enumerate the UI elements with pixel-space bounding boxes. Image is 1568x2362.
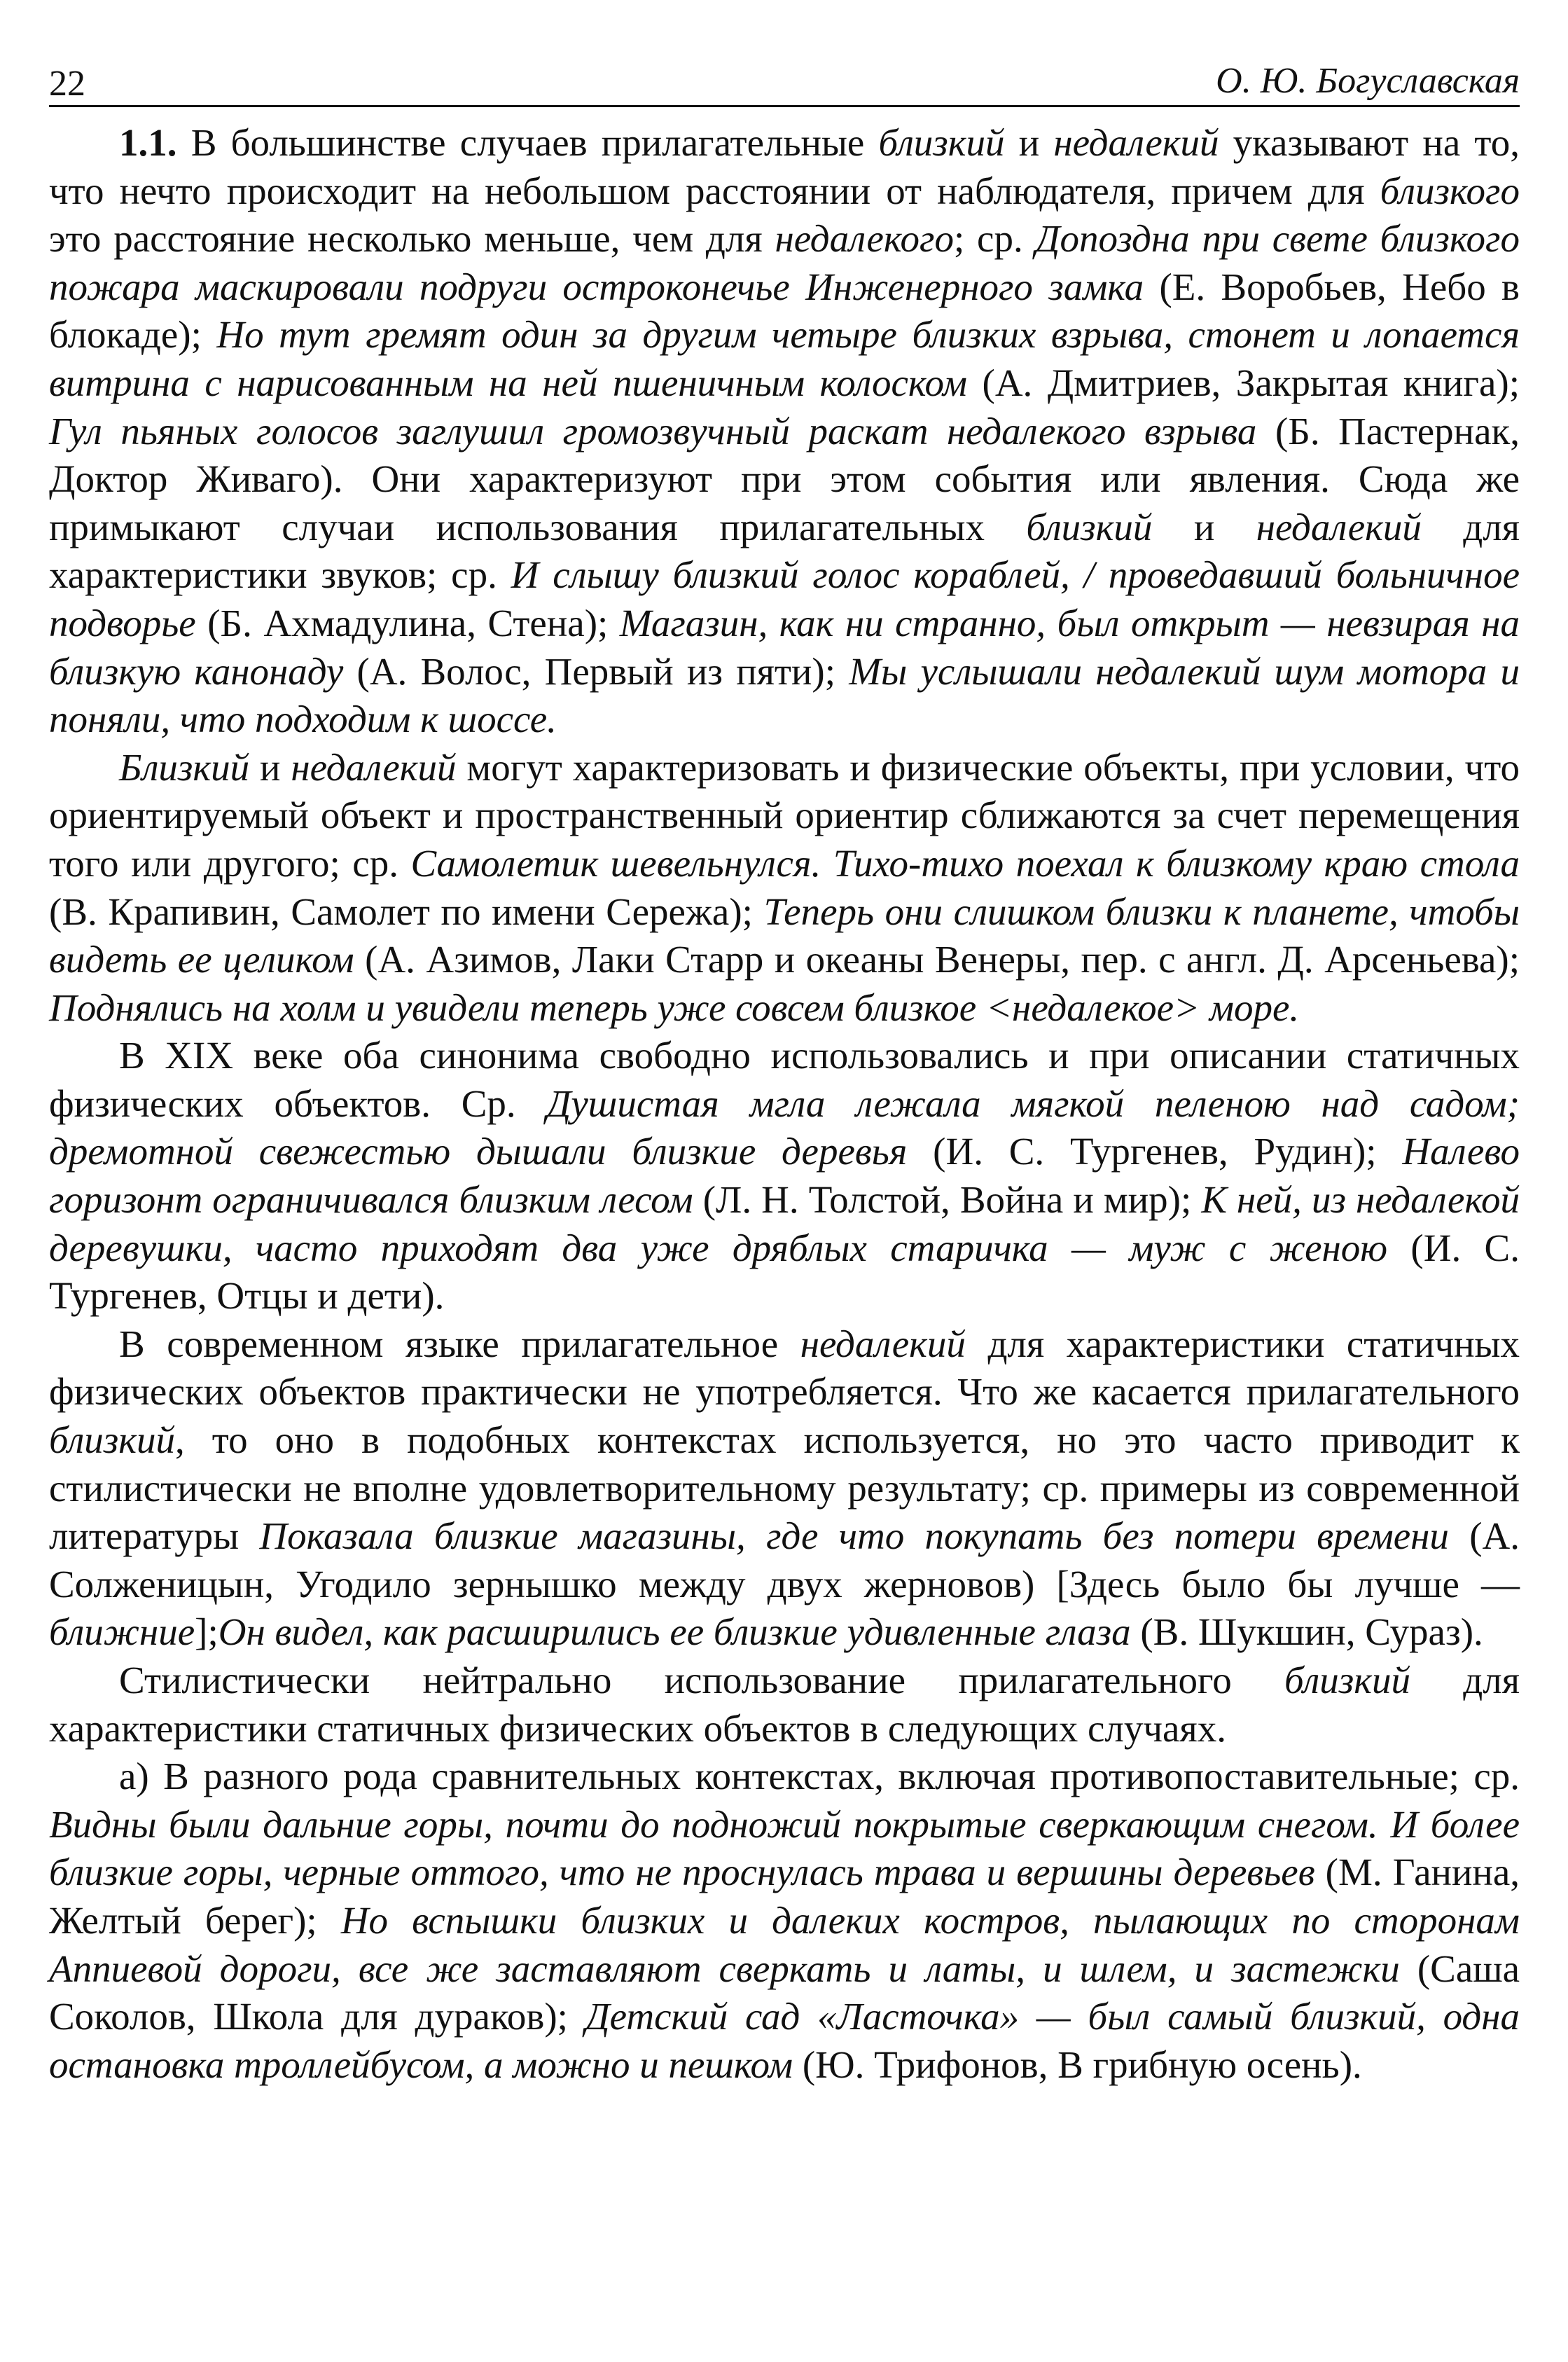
example-quote: Теперь они слишком близки к планете, чтобы видеть ее целиком: [49, 890, 1520, 981]
example-quote: близкий: [1284, 1659, 1410, 1701]
text-run: (В. Шукшин, Сураз).: [1130, 1610, 1483, 1654]
example-quote: Гул пьяных голосов заглушил громозвучный раскат недалекого взрыва: [49, 409, 1257, 453]
page-number: 22: [49, 64, 85, 104]
example-quote: недалекого: [775, 217, 954, 261]
example-quote: Детский сад «Ласточка» — был самый близкий, одна остановка троллейбусом, а можно и пешком: [49, 1995, 1520, 2086]
text-run: для характеристики статичных физических объектов практически не употребляется. Что же касается прилагательного: [49, 1322, 1520, 1414]
section-number: 1.1.: [119, 121, 177, 164]
text-run: В большинстве случаев прилагательные: [176, 121, 879, 164]
paragraph-5: [49, 1657, 1520, 1753]
text-run: (Б. Ахмадулина, Стена);: [195, 601, 620, 644]
paragraph-3: [49, 1032, 1520, 1320]
text-run: для характеристики статичных физических объектов в следующих случаях.: [49, 1659, 1520, 1750]
text-run: ; ср.: [953, 217, 1036, 261]
example-quote: Магазин, как ни странно, был открыт — невзирая на близкую канонаду: [49, 601, 1520, 693]
paragraph-6: [49, 1753, 1520, 2089]
text-run: (Е. Воробьев, Небо в блокаде);: [49, 265, 1520, 357]
text-run: (А. Солженицын, Угодило зернышко между двух жерновов) [Здесь было бы лучше —: [49, 1514, 1520, 1605]
body-text: [49, 119, 1520, 2089]
example-quote: Допоздна при свете близкого пожара маскировали подруги остроконечье Инженерного замка: [49, 217, 1520, 308]
paragraph-4: [49, 1320, 1520, 1657]
example-quote: Близкий: [119, 745, 250, 789]
text-run: В современном языке прилагательное: [119, 1322, 800, 1365]
example-quote: Показала близкие магазины, где что покупать без потери времени: [259, 1514, 1449, 1558]
book-page: [49, 42, 1520, 2347]
example-quote: недалекий: [1256, 505, 1422, 548]
example-quote: Мы услышали недалекий шум мотора и поняли, что подходим к шоссе.: [49, 649, 1520, 741]
example-quote: Самолетик шевельнулся. Тихо-тихо поехал к близкому краю стола: [410, 841, 1520, 885]
example-quote: Налево горизонт ограничивался близким лесом: [49, 1130, 1520, 1222]
example-quote: К ней, из недалекой деревушки, часто приходят два уже дряблых старичка — муж с женою: [49, 1178, 1520, 1269]
example-quote: близкого: [1380, 169, 1520, 212]
text-run: (А. Волос, Первый из пяти);: [343, 649, 849, 693]
paragraph-1: [49, 119, 1520, 744]
text-run: (И. С. Тургенев, Рудин);: [907, 1130, 1403, 1173]
example-quote: недалекий: [800, 1322, 966, 1365]
example-quote: Видны были дальние горы, почти до подножий покрытые сверкающим снегом. И более близкие горы, черные оттого, что не проснулась трава и вершины деревьев: [49, 1802, 1520, 1894]
text-run: (Ю. Трифонов, В грибную осень).: [793, 2043, 1362, 2086]
example-quote: И слышу близкий голос кораблей, / проведавший больничное подворье: [49, 553, 1520, 644]
paragraph-2: [49, 744, 1520, 1032]
text-run: а) В разного рода сравнительных контекстах, включая противопоставительные; ср.: [119, 1755, 1520, 1798]
text-run: это расстояние несколько меньше, чем для: [49, 217, 775, 261]
text-run: , то оно в подобных контекстах используется, но это часто приводит к стилистически не вполне удовлетворительному результату; ср. примеры из современной литературы: [49, 1418, 1520, 1558]
example-quote: Поднялись на холм и увидели теперь уже совсем близкое <недалекое> море.: [49, 986, 1300, 1029]
example-quote: Он видел, как расширились ее близкие удивленные глаза: [218, 1610, 1131, 1654]
text-run: (Л. Н. Толстой, Война и мир);: [693, 1178, 1202, 1222]
text-run: В XIX веке оба синонима свободно использовались и при описании статичных физических объектов. Ср.: [49, 1034, 1520, 1125]
text-run: и: [1152, 505, 1256, 548]
text-run: (Б. Пастернак, Доктор Живаго). Они характеризуют при этом события или явления. Сюда же примыкают случаи использования прилагательных: [49, 409, 1520, 548]
text-run: Стилистически нейтрально использование прилагательного: [119, 1659, 1284, 1701]
running-head-author: О. Ю. Богуславская: [1216, 61, 1520, 101]
example-quote: недалекий: [1053, 121, 1219, 164]
example-quote: близкий: [49, 1418, 175, 1462]
example-quote: близкий: [1026, 505, 1153, 548]
running-head: [49, 42, 1520, 107]
text-run: ];: [195, 1610, 218, 1654]
example-quote: недалекий: [291, 745, 457, 789]
text-run: указывают на то, что нечто происходит на небольшом расстоянии от наблюдателя, причем для: [49, 121, 1520, 212]
example-quote: Но тут гремят один за другим четыре близких взрыва, стонет и лопается витрина с нарисованным на ней пшеничным колоском: [49, 313, 1520, 404]
text-run: (Саша Соколов, Школа для дураков);: [49, 1947, 1520, 2038]
text-run: для характеристики звуков; ср.: [49, 505, 1520, 597]
example-quote: близкий: [878, 121, 1005, 164]
example-quote: ближние: [49, 1610, 195, 1654]
example-quote: Но вспышки близких и далеких костров, пылающих по сторонам Аппиевой дороги, все же заставляют сверкать и латы, и шлем, и застежки: [49, 1898, 1520, 1990]
text-run: и: [249, 745, 291, 789]
text-run: (А. Азимов, Лаки Старр и океаны Венеры, пер. с англ. Д. Арсеньева);: [354, 938, 1520, 981]
text-run: и: [1004, 121, 1054, 164]
text-run: могут характеризовать и физические объекты, при условии, что ориентируемый объект и пространственный ориентир сближаются за счет перемещения того или другого; ср.: [49, 745, 1520, 885]
example-quote: Душистая мгла лежала мягкой пеленою над садом; дремотной свежестью дышали близкие деревья: [49, 1082, 1520, 1173]
text-run: (М. Ганина, Желтый берег);: [49, 1851, 1520, 1942]
text-run: (А. Дмитриев, Закрытая книга);: [967, 361, 1520, 404]
text-run: (В. Крапивин, Самолет по имени Сережа);: [49, 890, 764, 933]
text-run: (И. С. Тургенев, Отцы и дети).: [49, 1226, 1520, 1318]
